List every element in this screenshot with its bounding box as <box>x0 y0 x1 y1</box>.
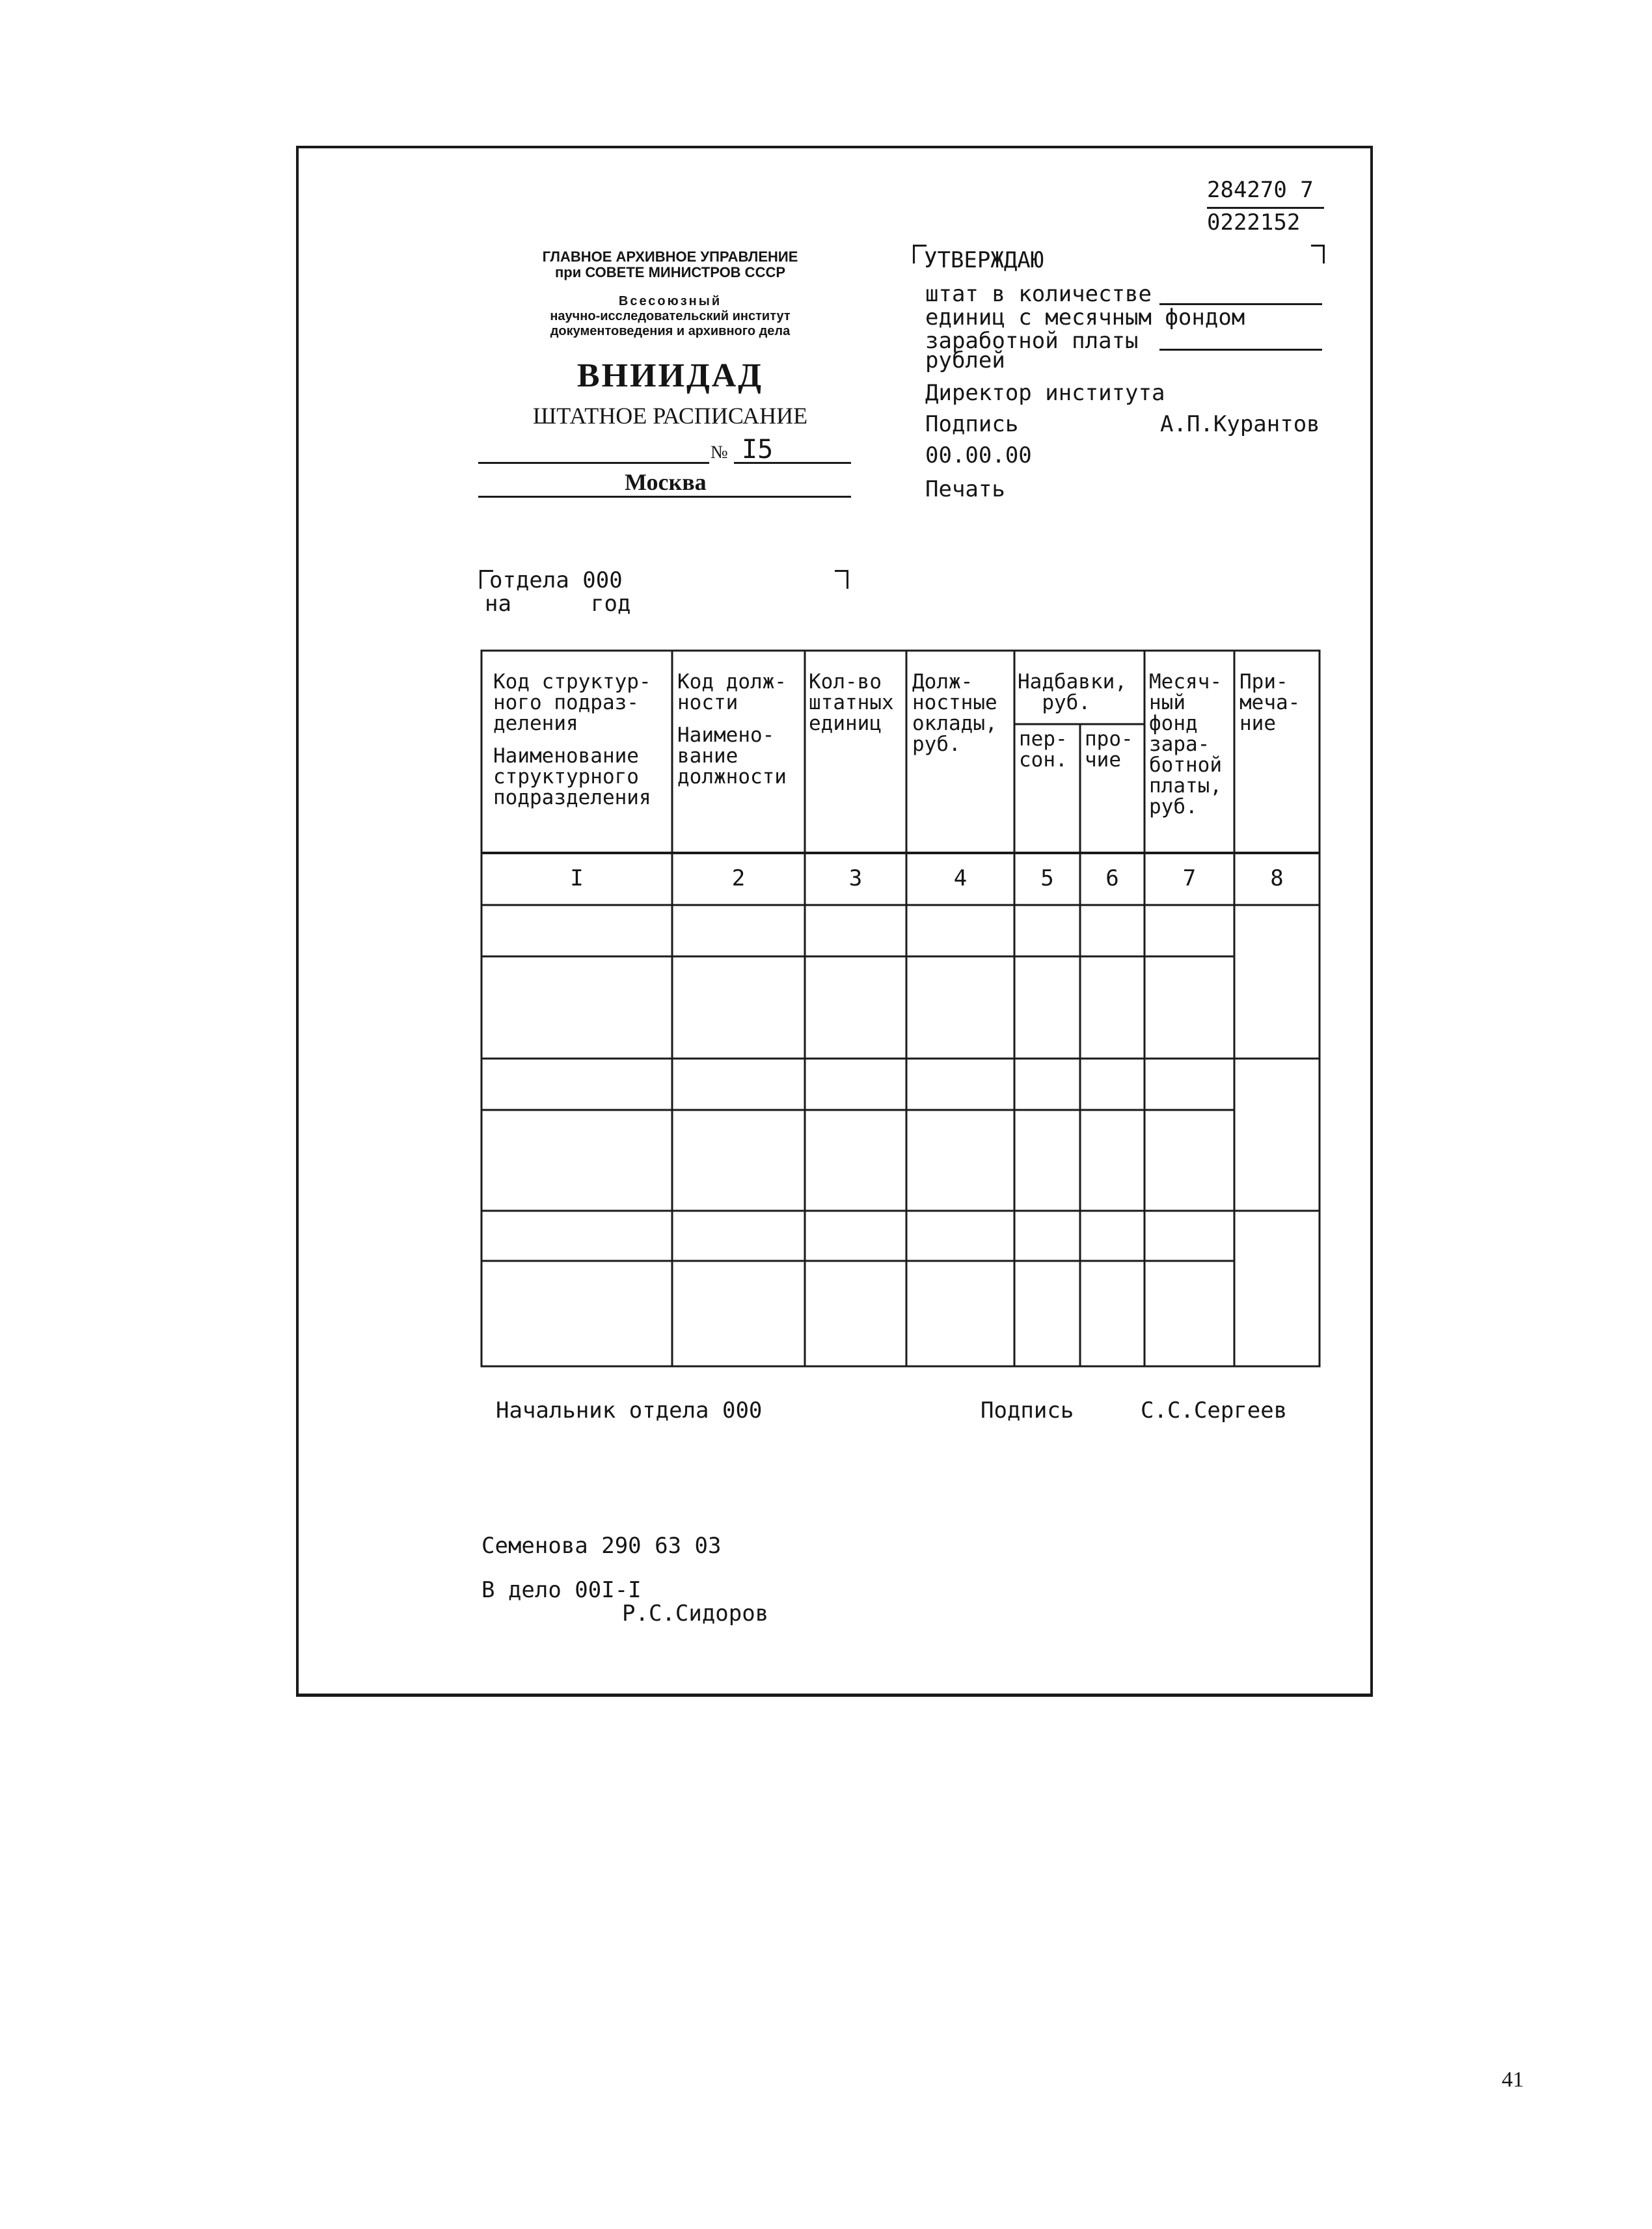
director-title: Директор института <box>925 380 1165 406</box>
approval-fund-line: единиц с месячным фондом <box>925 304 1245 331</box>
header-other-allowance: про- чие <box>1085 727 1133 772</box>
registration-code: 0222152 <box>1207 209 1301 236</box>
column-number-7: 7 <box>1182 865 1197 891</box>
header-staff-units: Кол-во штатных единиц <box>809 670 894 735</box>
approval-bracket-right <box>1311 245 1325 263</box>
header-position-code: Код долж- ности <box>677 670 787 714</box>
column-number-6: 6 <box>1105 865 1119 891</box>
institute-line-3: документоведения и архивного дела <box>550 324 791 338</box>
approval-title: УТВЕРЖДАЮ <box>924 247 1044 273</box>
header-unit-name: Наименование структурного подразделения <box>493 744 651 809</box>
document-number: I5 <box>742 435 774 465</box>
column-number-5: 5 <box>1040 865 1054 891</box>
number-label: № <box>711 442 728 463</box>
approval-rubles: рублей <box>925 347 1005 373</box>
page-number: 41 <box>1502 2068 1524 2092</box>
city-underline <box>478 496 851 498</box>
header-notes: При- меча- ние <box>1239 670 1301 735</box>
salary-blank <box>1159 349 1322 351</box>
director-signature-label: Подпись <box>925 411 1019 437</box>
column-number-4: 4 <box>953 865 968 891</box>
approval-date: 00.00.00 <box>925 442 1032 468</box>
number-underline <box>734 462 851 464</box>
department-bracket-right <box>835 570 848 589</box>
department-head-name: С.С.Сергеев <box>1141 1398 1288 1424</box>
year-suffix: год <box>591 591 631 617</box>
date-blank-line <box>478 462 709 464</box>
agency-subtitle: при СОВЕТЕ МИНИСТРОВ СССР <box>554 264 786 280</box>
file-note: В дело 00I-I <box>481 1577 642 1603</box>
header-position-name: Наимено- вание должности <box>677 723 787 789</box>
seal-label: Печать <box>925 476 1005 502</box>
head-signature-label: Подпись <box>981 1398 1074 1424</box>
agency-name: ГЛАВНОЕ АРХИВНОЕ УПРАВЛЕНИЕ <box>542 249 798 265</box>
department-name: отдела 000 <box>489 567 623 593</box>
institute-abbreviation: ВНИИДАД <box>576 357 764 394</box>
column-number-3: 3 <box>848 865 863 891</box>
column-number-8: 8 <box>1270 865 1284 891</box>
column-number-2: 2 <box>731 865 746 891</box>
year-prefix: на <box>485 591 511 617</box>
column-number-1: I <box>570 865 584 891</box>
header-unit-code: Код структур- ного подраз- деления <box>493 670 651 735</box>
registration-number: 284270 7 <box>1207 177 1314 203</box>
approval-staff-count: штат в количестве <box>925 281 1152 307</box>
institute-line-2: научно-исследовательский институт <box>550 309 791 323</box>
header-allowances: Надбавки, руб. <box>1018 670 1127 714</box>
header-salaries: Долж- ностные оклады, руб. <box>912 670 997 756</box>
city: Москва <box>625 469 707 495</box>
registration-divider <box>1207 207 1324 209</box>
header-personal-allowance: пер- сон. <box>1019 727 1068 772</box>
director-name: А.П.Курантов <box>1160 411 1320 437</box>
executor-contact: Семенова 290 63 03 <box>481 1533 722 1559</box>
document-type: ШТАТНОЕ РАСПИСАНИЕ <box>532 403 808 429</box>
approval-salary-line: заработной платы <box>925 328 1139 354</box>
file-signer: Р.С.Сидоров <box>622 1601 769 1627</box>
institute-line-1: Всесоюзный <box>618 294 722 308</box>
department-head-title: Начальник отдела 000 <box>496 1398 763 1424</box>
header-monthly-fund: Месяч- ный фонд зара- ботной платы, руб. <box>1149 670 1222 818</box>
